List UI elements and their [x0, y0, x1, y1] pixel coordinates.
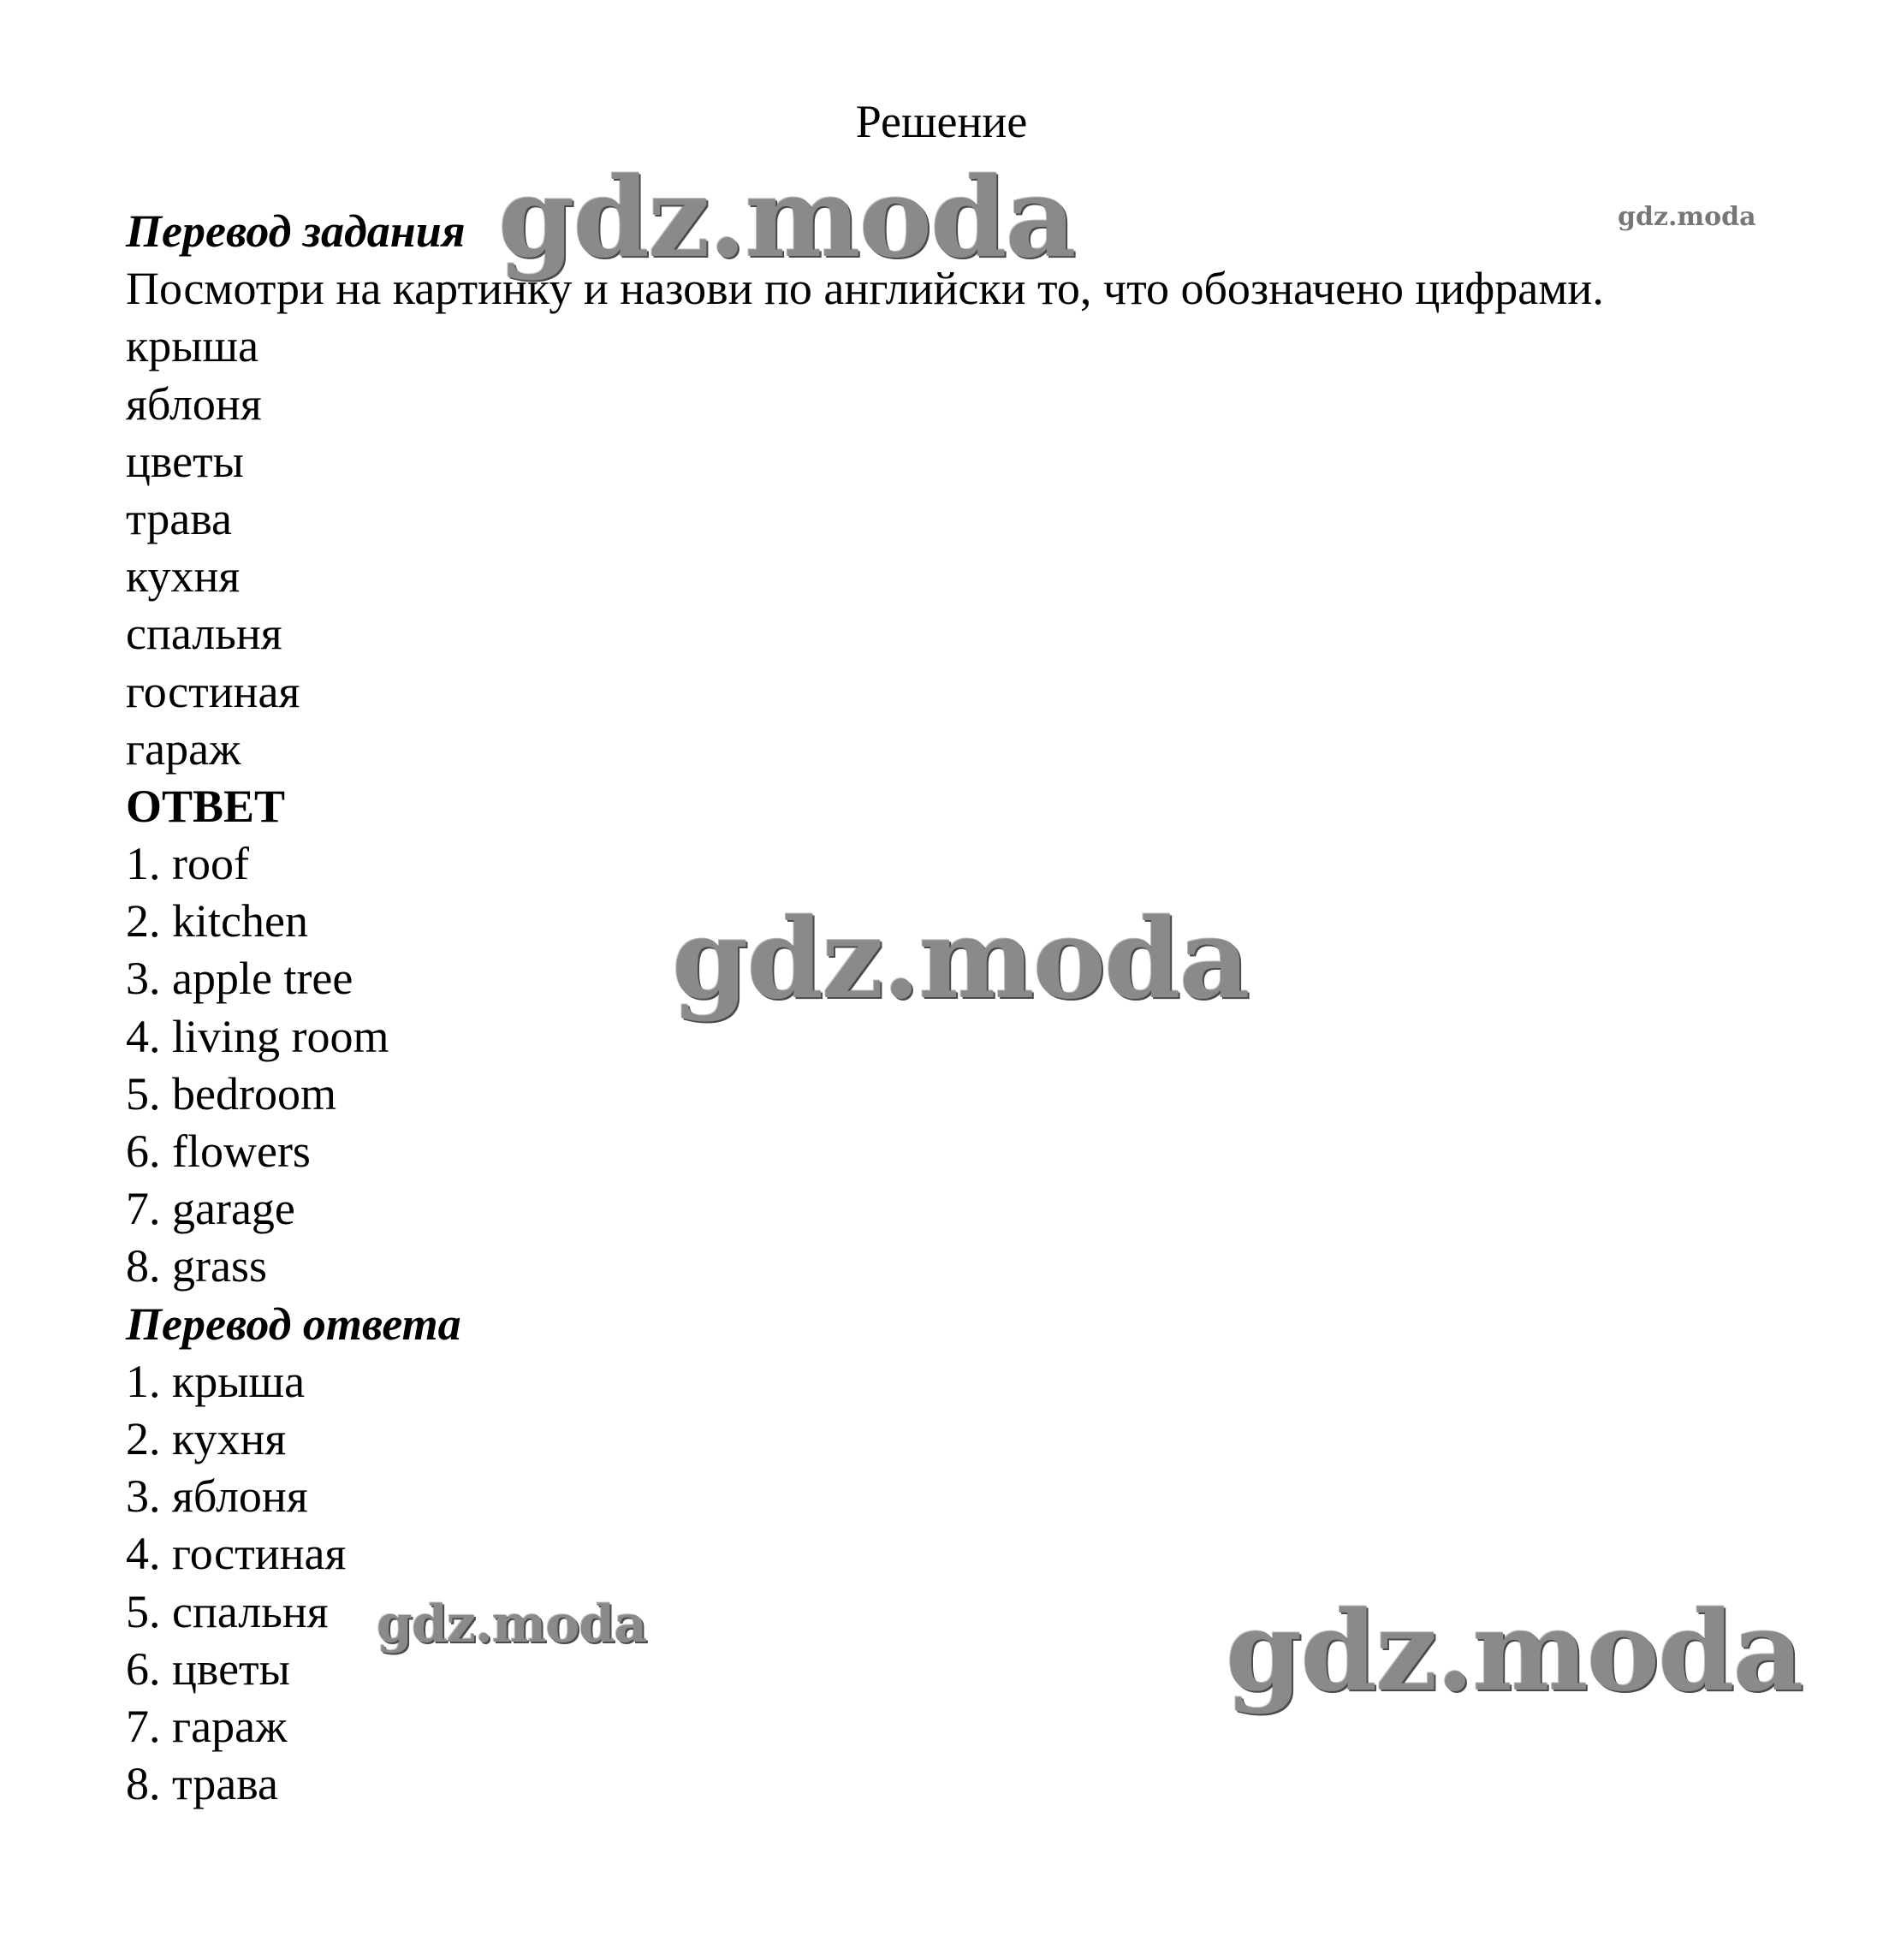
task-word: гостиная: [126, 665, 300, 717]
answer-item: 6. flowers: [126, 1126, 311, 1177]
answer-translation-item: 2. кухня: [126, 1412, 287, 1464]
answer-item: 4. living room: [126, 1010, 389, 1062]
task-instruction: Посмотри на картинку и назови по английски то, что обозначено цифрами.: [126, 263, 1604, 315]
task-word: крыша: [126, 320, 259, 372]
task-word: яблоня: [126, 377, 262, 430]
watermark: gdz.moda: [1226, 1588, 1803, 1716]
answer-heading: ОТВЕТ: [126, 780, 286, 832]
answer-item: 3. apple tree: [126, 953, 353, 1005]
answer-item: 5. bedroom: [126, 1067, 336, 1120]
answer-translation-heading: Перевод ответа: [126, 1298, 461, 1350]
task-word: спальня: [126, 608, 282, 660]
page-title: Решение: [855, 96, 1028, 147]
answer-translation-item: 6. цветы: [126, 1642, 290, 1695]
answer-item: 1. roof: [126, 838, 249, 890]
document-content: [126, 203, 1838, 1813]
answer-item: 8. grass: [126, 1240, 267, 1292]
answer-translation-item: 8. трава: [126, 1758, 278, 1810]
task-word: гараж: [126, 722, 241, 775]
answer-item: 7. garage: [126, 1183, 295, 1235]
watermark: gdz.moda: [498, 154, 1075, 282]
answer-translation-item: 3. яблоня: [126, 1470, 308, 1523]
answer-item: 2. kitchen: [126, 895, 308, 947]
answer-translation-item: 4. гостиная: [126, 1528, 347, 1580]
task-word: кухня: [126, 550, 241, 603]
answer-translation-item: 5. спальня: [126, 1585, 329, 1637]
watermark: gdz.moda: [672, 895, 1249, 1024]
watermark: gdz.moda: [1618, 202, 1756, 232]
watermark: gdz.moda: [377, 1595, 647, 1654]
answer-translation-item: 7. гараж: [126, 1700, 288, 1752]
task-word: цветы: [126, 435, 244, 487]
task-translation-heading: Перевод задания: [126, 205, 466, 257]
task-word: трава: [126, 492, 232, 544]
answer-translation-item: 1. крыша: [126, 1355, 306, 1407]
